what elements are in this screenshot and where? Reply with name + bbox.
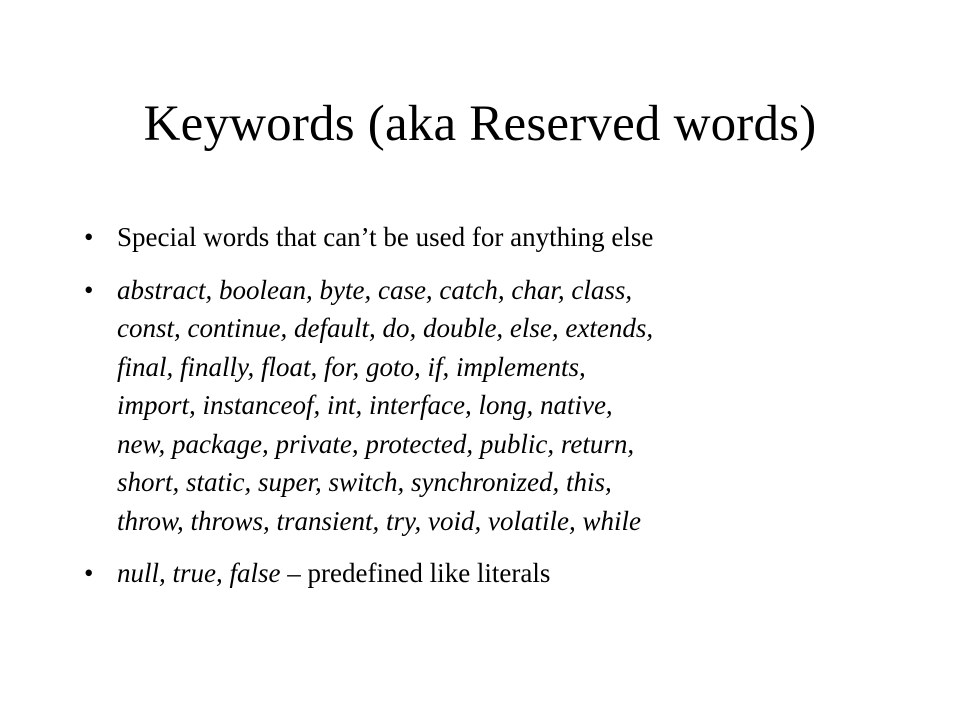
bullet-dot-icon: • bbox=[84, 222, 94, 252]
literal-description: – predefined like literals bbox=[280, 558, 551, 588]
bullet-text: Special words that can’t be used for anything else bbox=[117, 222, 654, 252]
slide-title: Keywords (aka Reserved words) bbox=[143, 96, 817, 152]
bullet-keyword-list bbox=[84, 271, 884, 541]
bullet-dot-icon: • bbox=[84, 274, 94, 305]
bullet-literals bbox=[84, 554, 884, 593]
keyword-list-text: abstract, boolean, byte, case, catch, char, class, const, continue, default, do, double, else, extends, final, finally, float, for, goto, if, implements, import, instanceof, int, interface, long, native, new, package, private, protected, public, return, short, static, super, switch, synchronized, this, throw, throws, transient, try, void, volatile, while bbox=[117, 274, 654, 536]
bullet-special-words bbox=[84, 218, 884, 257]
bullet-list bbox=[84, 218, 884, 593]
literal-keywords: null, true, false bbox=[117, 558, 281, 588]
bullet-dot-icon: • bbox=[84, 558, 94, 588]
